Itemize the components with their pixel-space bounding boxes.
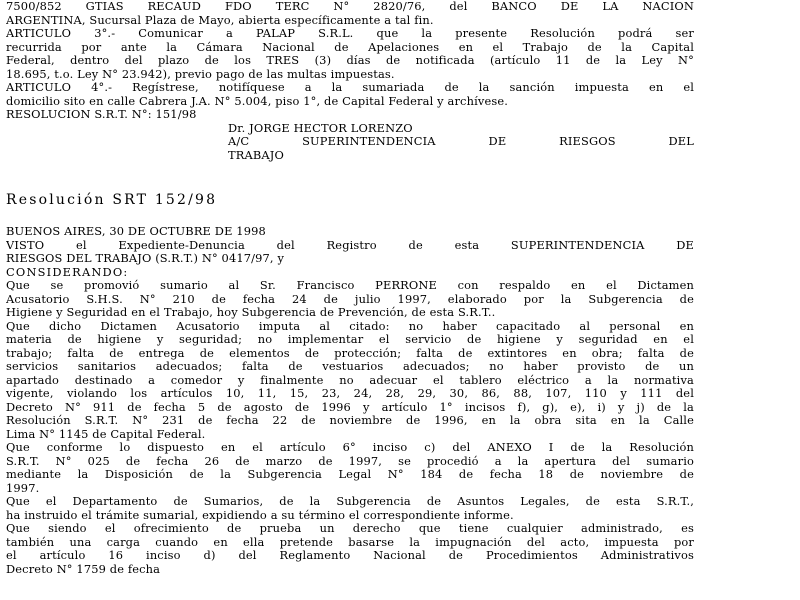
text-line: Higiene y Seguridad en el Trabajo, hoy Subgerencia de Prevención, de esta S.R.T.. <box>6 306 496 319</box>
resolution-body <box>6 225 694 576</box>
text-line: ARTICULO 4°.- Regístrese, notifíquese a la sumariada de la sanción impuesta en el <box>6 81 694 94</box>
signatory-name: Dr. JORGE HECTOR LORENZO <box>228 121 413 135</box>
previous-resolution-text <box>6 0 694 162</box>
text-line: vigente, violando los artículos 10, 11, 15, 23, 24, 28, 29, 30, 86, 88, 107, 110 y 111 del <box>6 387 694 400</box>
signatory-title-cont: TRABAJO <box>228 148 284 162</box>
text-line: Resolución S.R.T. N° 231 de fecha 22 de noviembre de 1996, en la obra sita en la Calle <box>6 414 694 427</box>
text-line: apartado destinado a comedor y finalmente no adecuar el tablero eléctrico a la normativa <box>6 373 694 387</box>
date-line: BUENOS AIRES, 30 DE OCTUBRE DE 1998 <box>6 225 266 238</box>
text-line: mediante la Disposición de la Subgerencia Legal N° 184 de fecha 18 de noviembre de <box>6 468 694 481</box>
text-line: 1997. <box>6 481 40 495</box>
text-line: recurrida por ante la Cámara Nacional de Apelaciones en el Trabajo de la Capital <box>6 40 694 54</box>
text-line: el artículo 16 inciso d) del Reglamento Nacional de Procedimientos Administrativos <box>6 549 694 562</box>
considerando-label: CONSIDERANDO: <box>6 265 129 279</box>
text-line: Que el Departamento de Sumarios, de la Subgerencia de Asuntos Legales, de esta S.R.T., <box>6 495 694 508</box>
text-line: domicilio sito en calle Cabrera J.A. N° 5.004, piso 1°, de Capital Federal y archívese. <box>6 94 508 108</box>
text-line: RIESGOS DEL TRABAJO (S.R.T.) N° 0417/97, y <box>6 252 285 265</box>
text-line: VISTO el Expediente-Denuncia del Registro de esta SUPERINTENDENCIA DE <box>6 238 694 252</box>
text-line: servicios sanitarios adecuados; falta de vestuarios adecuados; no haber provisto de un <box>6 360 694 373</box>
text-line: también una carga cuando en ella pretende basarse la impugnación del acto, impuesta por <box>6 535 694 549</box>
text-line: 18.695, t.o. Ley N° 23.942), previo pago de las multas impuestas. <box>6 67 395 81</box>
text-line: S.R.T. N° 025 de fecha 26 de marzo de 1997, se procedió a la apertura del sumario <box>6 454 694 468</box>
resolution-heading: Resolución SRT 152/98 <box>6 192 218 208</box>
resolution-number: RESOLUCION S.R.T. N°: 151/98 <box>6 108 197 121</box>
text-line: Lima N° 1145 de Capital Federal. <box>6 427 206 441</box>
text-line: Acusatorio S.H.S. N° 210 de fecha 24 de julio 1997, elaborado por la Subgerencia de <box>6 292 694 306</box>
text-line: Decreto N° 1759 de fecha <box>6 562 161 576</box>
text-line: Federal, dentro del plazo de los TRES (3) días de notificada (artículo 11 de la Ley N° <box>6 54 694 67</box>
text-line: Que siendo el ofrecimiento de prueba un derecho que tiene cualquier administrado, es <box>6 522 694 535</box>
text-line: ARGENTINA, Sucursal Plaza de Mayo, abierta específicamente a tal fin. <box>6 13 434 27</box>
text-line: Que conforme lo dispuesto en el artículo 6° inciso c) del ANEXO I de la Resolución <box>6 441 694 454</box>
text-line: ha instruido el trámite sumarial, expidiendo a su término el correspondiente informe. <box>6 508 514 522</box>
text-line: 7500/852 GTIAS RECAUD FDO TERC N° 2820/76, del BANCO DE LA NACION <box>6 0 694 13</box>
signatory-title: A/C SUPERINTENDENCIA DE RIESGOS DEL <box>228 135 694 148</box>
text-line: Decreto N° 911 de fecha 5 de agosto de 1996 y artículo 1° incisos f), g), e), i) y j) de la <box>6 400 694 414</box>
text-line: trabajo; falta de entrega de elementos de protección; falta de extintores en obra; falta de <box>6 346 694 360</box>
text-line: Que dicho Dictamen Acusatorio imputa al citado: no haber capacitado al personal en <box>6 319 694 333</box>
text-line: materia de higiene y seguridad; no implementar el servicio de higiene y seguridad en el <box>6 333 694 346</box>
text-line: Que se promovió sumario al Sr. Francisco PERRONE con respaldo en el Dictamen <box>6 279 694 292</box>
text-line: ARTICULO 3°.- Comunicar a PALAP S.R.L. que la presente Resolución podrá ser <box>6 27 694 40</box>
